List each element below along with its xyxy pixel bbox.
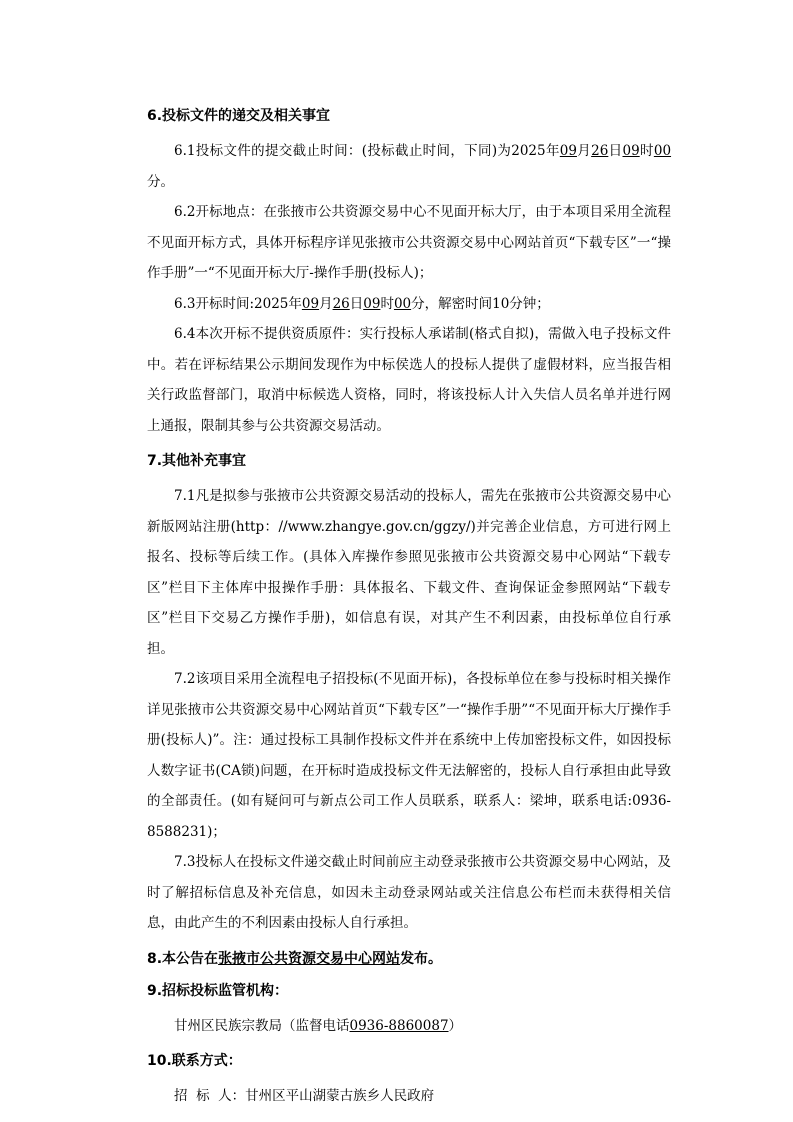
text-segment: 日 — [349, 295, 364, 312]
section-6-2-paragraph: 6.2开标地点：在张掖市公共资源交易中心不见面开标大厅，由于本项目采用全流程不见面开标方式，具体开标程序详见张掖市公共资源交易中心网站首页“下载专区”一“操作手册”一“不见面开标大厅-操作手册(投标人)； — [147, 204, 671, 281]
text-segment: 6.1投标文件的提交截止时间：(投标截止时间，下同)为2025年 — [174, 143, 560, 159]
document-content — [147, 104, 671, 1112]
month-value: 09 — [559, 143, 577, 159]
text-segment: 发布。 — [400, 950, 443, 967]
supervision-agency — [147, 1011, 671, 1042]
text-segment: 时 — [639, 143, 654, 159]
section-6-heading: 6.投标文件的递交及相关事宜 — [147, 108, 331, 124]
minute-value: 00 — [653, 143, 672, 159]
text-segment: 甘州区民族宗教局（监督电话 — [174, 1017, 350, 1034]
section-7-3-paragraph: 7.3投标人在投标文件递交截止时间前应主动登录张掖市公共资源交易中心网站，及时了解招标信息及补充信息，如因未主动登录网站或关注信息公布栏而未获得相关信息，由此产生的不利因素由投标人自行承担。 — [147, 854, 671, 931]
section-8-heading — [147, 947, 671, 971]
website-link[interactable]: 张掖市公共资源交易中心网站 — [218, 950, 401, 967]
section-6-4-paragraph: 6.4本次开标不提供资质原件：实行投标人承诺制(格式自拟)，需做入电子投标文件中。若在评标结果公示期间发现作为中标侯选人的投标人提供了虚假材料，应当报告相关行政监督部门，取消中标候选人资格，同时，将该投标人计入失信人员名单并进行网上通报，限制其参与公共资源交易活动。 — [147, 326, 671, 434]
month-value: 09 — [301, 295, 320, 312]
tenderer-line: 招 标 人：甘州区平山湖蒙古族乡人民政府 — [174, 1088, 435, 1104]
text-segment: 分。 — [147, 173, 174, 190]
hour-value: 09 — [622, 143, 640, 159]
text-segment: 分，解密时间10分钟； — [411, 295, 550, 312]
hour-value: 09 — [363, 295, 381, 312]
section-7-2-paragraph: 7.2该项目采用全流程电子招投标(不见面开标)，各投标单位在参与投标时相关操作详见张掖市公共资源交易中心网站首页“下载专区”一“操作手册”“不见面开标大厅操作手册(投标人)”。注：通过投标工具制作投标文件并在系统中上传加密投标文件，如因投标人数字证书(CA锁)问题，在开标时造成投标文件无法解密的，投标人自行承担由此导致的全部责任。(如有疑问可与新点公司工作人员联系，联系人：梁坤，联系电话:0936-8588231)； — [147, 671, 671, 840]
text-segment: 8.本公告在 — [147, 950, 219, 967]
text-segment: 月 — [319, 295, 333, 312]
section-6-3-paragraph — [147, 289, 671, 320]
supervision-phone: 0936-8860087 — [349, 1017, 449, 1034]
text-segment: 日 — [608, 143, 623, 159]
section-6-1-paragraph — [147, 136, 671, 197]
section-10-heading: 10.联系方式： — [147, 1053, 242, 1069]
text-segment: ） — [448, 1017, 463, 1034]
section-7-heading: 7.其他补充事宜 — [147, 453, 247, 469]
text-segment: 月 — [576, 143, 592, 159]
day-value: 26 — [332, 295, 350, 312]
day-value: 26 — [591, 143, 609, 159]
minute-value: 00 — [393, 295, 412, 312]
section-7-1-paragraph: 7.1凡是拟参与张掖市公共资源交易活动的投标人，需先在张掖市公共资源交易中心新版网站注册(http：//www.zhangye.gov.cn/ggzy/)并完善企业信息，方可进行网上报名、投标等后续工作。(具体入库操作参照见张掖市公共资源交易中心网站“下载专区”栏目下主体库中报操作手册：具体报名、下载文件、查询保证金参照网站“下载专区”栏目下交易乙方操作手册)，如信息有误，对其产生不利因素，由投标单位自行承担。 — [147, 488, 671, 657]
text-segment: 时 — [380, 295, 394, 312]
text-segment: 6.3开标时间:2025年 — [174, 295, 302, 312]
section-9-heading: 9.招标投标监管机构： — [147, 982, 289, 999]
